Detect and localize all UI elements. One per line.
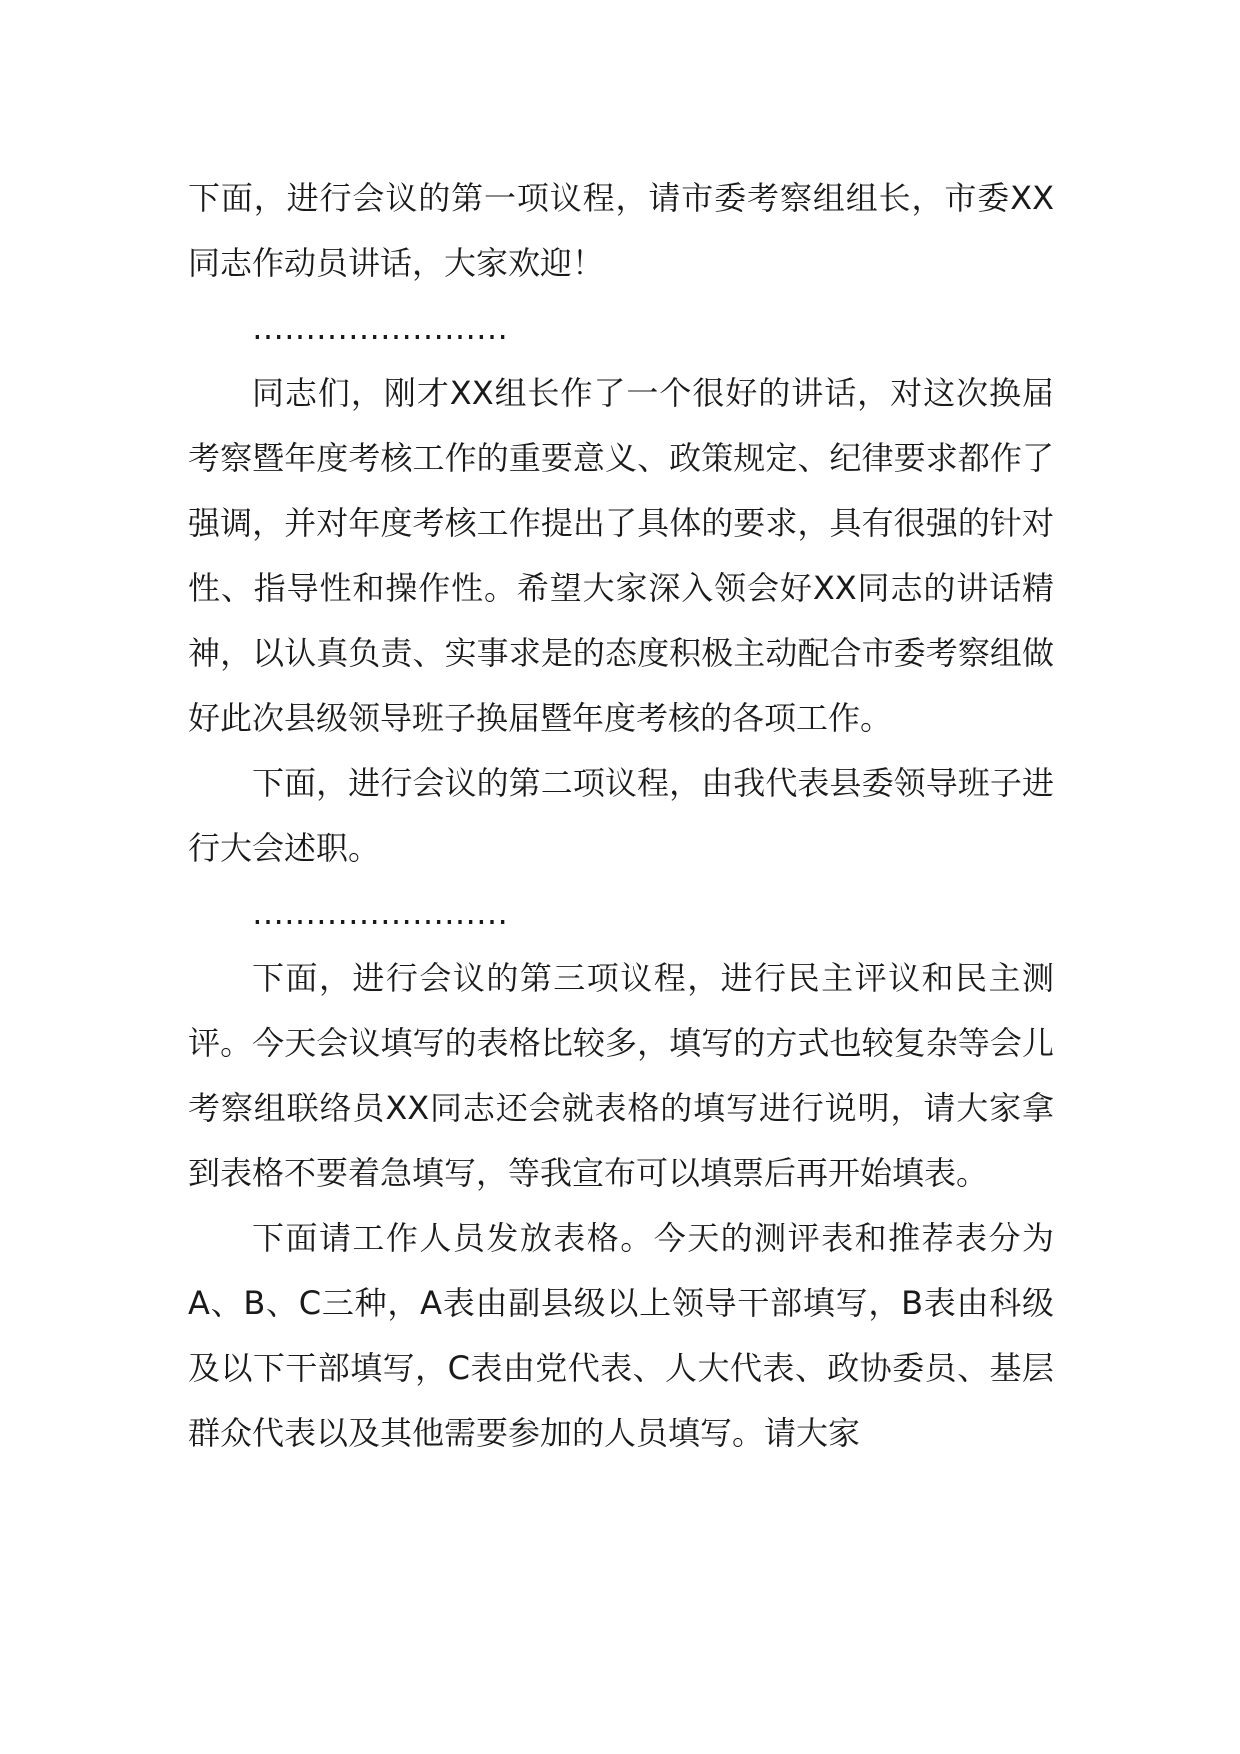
paragraph-agenda-3: 下面，进行会议的第三项议程，进行民主评议和民主测评。今天会议填写的表格比较多，填写的方式也较复杂等会儿考察组联络员XX同志还会就表格的填写进行说明，请大家拿到表格不要着急填写，等我宣布可以填票后再开始填表。 — [188, 959, 1054, 1192]
document-body — [188, 166, 1054, 1466]
ellipsis-line: …………………… — [252, 309, 508, 347]
ellipsis-line: …………………… — [252, 894, 508, 932]
paragraph-agenda-1: 下面，进行会议的第一项议程，请市委考察组组长，市委XX同志作动员讲话，大家欢迎！ — [188, 179, 1054, 282]
paragraph-summary: 同志们，刚才XX组长作了一个很好的讲话，对这次换届考察暨年度考核工作的重要意义、政策规定、纪律要求都作了强调，并对年度考核工作提出了具体的要求，具有很强的针对性、指导性和操作性。希望大家深入领会好XX同志的讲话精神，以认真负责、实事求是的态度积极主动配合市委考察组做好此次县级领导班子换届暨年度考核的各项工作。 — [188, 374, 1054, 737]
paragraph-agenda-2: 下面，进行会议的第二项议程，由我代表县委领导班子进行大会述职。 — [188, 764, 1054, 867]
paragraph-forms: 下面请工作人员发放表格。今天的测评表和推荐表分为A、B、C三种，A表由副县级以上领导干部填写，B表由科级及以下干部填写，C表由党代表、人大代表、政协委员、基层群众代表以及其他需要参加的人员填写。请大家 — [188, 1219, 1054, 1452]
